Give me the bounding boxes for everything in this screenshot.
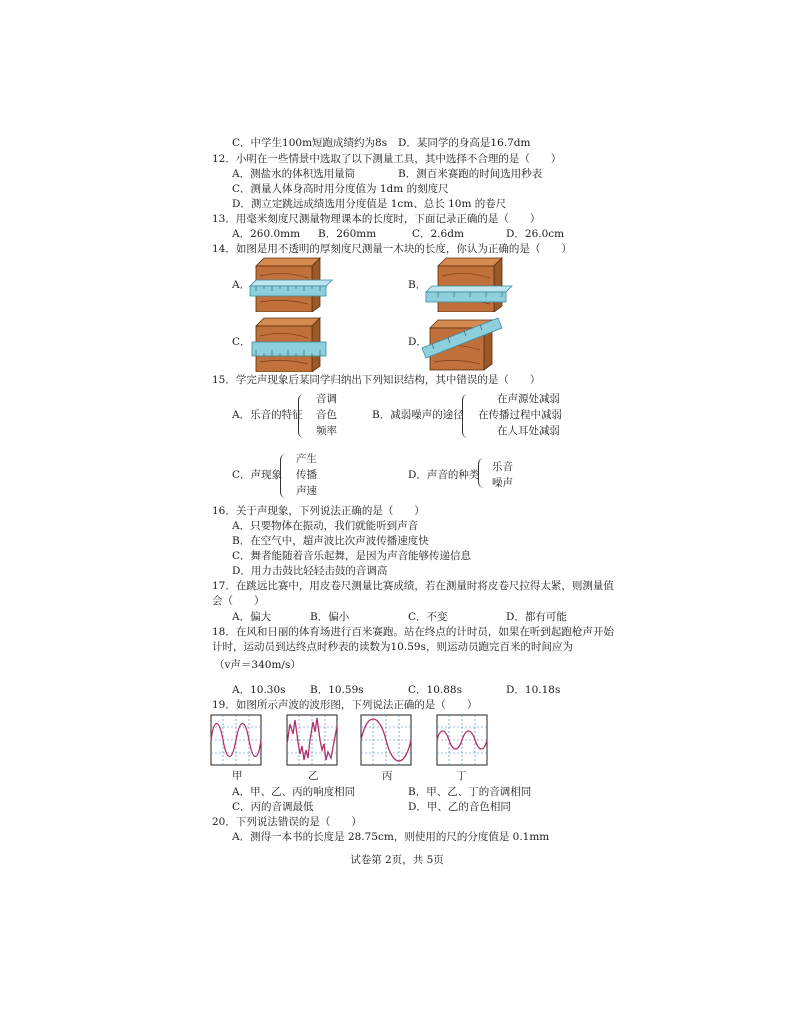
q14-option-a-label: A． bbox=[232, 279, 251, 291]
q15-c-item-2: 传播 bbox=[296, 469, 317, 481]
q17-stem-line2: 会（ ） bbox=[212, 595, 265, 607]
q12-option-b: B．测百米赛跑的时间选用秒表 bbox=[398, 168, 543, 180]
q17-stem-line1: 17．在跳远比赛中，用皮卷尺测量比赛成绩，若在测量时将皮卷尺拉得太紧，则测量值 bbox=[212, 580, 614, 592]
q17-option-a: A．偏大 bbox=[232, 611, 272, 623]
ruler-block-figure-a bbox=[248, 256, 336, 312]
brace-b bbox=[462, 394, 468, 438]
q19-option-c: C．丙的音调最低 bbox=[232, 801, 314, 813]
q15-a-item-2: 音色 bbox=[316, 409, 337, 421]
q19-option-a: A．甲、乙、丙的响度相同 bbox=[232, 786, 356, 798]
q14-option-d-label: D． bbox=[408, 336, 427, 348]
brace-d bbox=[478, 458, 484, 488]
q15-a-item-3: 频率 bbox=[316, 425, 337, 437]
q18-option-a: A．10.30s bbox=[232, 684, 286, 696]
q14-option-c-label: C． bbox=[232, 336, 251, 348]
q12-option-c: C．测量人体身高时用分度值为 1dm 的刻度尺 bbox=[232, 183, 449, 195]
q12-option-d: D．测立定跳远成绩选用分度值是 1cm、总长 10m 的卷尺 bbox=[232, 198, 507, 210]
q15-b-item-3: 在人耳处减弱 bbox=[497, 425, 560, 437]
brace-c bbox=[280, 454, 286, 498]
q15-d-item-1: 乐音 bbox=[492, 461, 513, 473]
q12-option-a: A．测盐水的体积选用量筒 bbox=[232, 168, 356, 180]
q16-option-a: A．只要物体在振动，我们就能听到声音 bbox=[232, 520, 419, 532]
q18-given: （v声＝340m/s） bbox=[214, 659, 301, 671]
q15-c-item-1: 产生 bbox=[296, 453, 317, 465]
brace-a bbox=[298, 394, 304, 438]
q18-option-d: D．10.18s bbox=[506, 684, 561, 696]
q15-b-item-2: 在传播过程中减弱 bbox=[478, 409, 562, 421]
q13-option-d: D．26.0cm bbox=[506, 228, 565, 240]
q14-option-b-label: B． bbox=[408, 279, 427, 291]
q14-stem: 14．如图是用不透明的厚刻度尺测量一木块的长度，你认为正确的是（ ） bbox=[212, 243, 572, 255]
q15-c-item-3: 声速 bbox=[296, 485, 317, 497]
q20-stem: 20．下列说法错误的是（ ） bbox=[212, 816, 362, 828]
q17-option-b: B．偏小 bbox=[310, 611, 350, 623]
waveform-jia bbox=[210, 714, 262, 766]
ruler-block-figure-b bbox=[424, 256, 516, 312]
waveform-label-bing: 丙 bbox=[382, 770, 393, 782]
q11-option-c: C．中学生100m短跑成绩约为8s bbox=[232, 137, 388, 149]
q17-option-d: D．都有可能 bbox=[506, 611, 567, 623]
q16-option-c: C．舞者能随着音乐起舞，是因为声音能够传递信息 bbox=[232, 550, 472, 562]
q18-stem-line2: 计时，运动员到达终点时秒表的读数为10.59s，则运动员跑完百米的时间应为 bbox=[212, 641, 573, 653]
waveform-yi bbox=[286, 714, 338, 766]
ruler-block-figure-c bbox=[248, 316, 336, 372]
ruler-block-figure-d bbox=[420, 312, 512, 372]
q19-option-d: D．甲、乙的音色相同 bbox=[408, 801, 511, 813]
q15-option-c-label: C．声现象 bbox=[232, 469, 283, 481]
q15-option-b-label: B．减弱噪声的途径 bbox=[372, 409, 464, 421]
q13-option-b: B．260mm bbox=[318, 228, 377, 240]
waveform-ding bbox=[436, 714, 488, 766]
q18-option-b: B．10.59s bbox=[310, 684, 364, 696]
q15-option-a-label: A．乐音的特征 bbox=[232, 409, 303, 421]
q16-option-d: D．用力击鼓比轻轻击鼓的音调高 bbox=[232, 565, 388, 577]
q15-d-item-2: 噪声 bbox=[492, 477, 513, 489]
q16-stem: 16．关于声现象，下列说法正确的是（ ） bbox=[212, 505, 425, 517]
q18-option-c: C．10.88s bbox=[408, 684, 462, 696]
q16-option-b: B．在空气中，超声波比次声波传播速度快 bbox=[232, 535, 429, 547]
waveform-label-jia: 甲 bbox=[232, 770, 243, 782]
q13-stem: 13．用毫米刻度尺测量物理课本的长度时，下面记录正确的是（ ） bbox=[212, 213, 541, 225]
q18-stem-line1: 18．在风和日丽的体育场进行百米赛跑。站在终点的计时员，如果在听到起跑枪声开始 bbox=[212, 626, 614, 638]
q15-option-d-label: D．声音的种类 bbox=[408, 469, 480, 481]
page-footer: 试卷第 2页，共 5页 bbox=[350, 854, 444, 866]
q13-option-a: A．260.0mm bbox=[232, 228, 301, 240]
waveform-label-ding: 丁 bbox=[456, 770, 467, 782]
waveform-label-yi: 乙 bbox=[308, 770, 319, 782]
q19-option-b: B．甲、乙、丁的音调相同 bbox=[408, 786, 532, 798]
q19-stem: 19．如图所示声波的波形图，下列说法正确的是（ ） bbox=[212, 699, 478, 711]
q12-stem: 12．小明在一些情景中选取了以下测量工具，其中选择不合理的是（ ） bbox=[212, 153, 562, 165]
waveform-bing bbox=[360, 714, 412, 766]
q15-b-item-1: 在声源处减弱 bbox=[497, 393, 560, 405]
q17-option-c: C．不变 bbox=[408, 611, 448, 623]
q15-stem: 15．学完声现象后某同学归纳出下列知识结构，其中错误的是（ ） bbox=[212, 374, 541, 386]
q13-option-c: C．2.6dm bbox=[412, 228, 464, 240]
q15-a-item-1: 音调 bbox=[316, 393, 337, 405]
q11-option-d: D．某同学的身高是16.7dm bbox=[398, 137, 531, 149]
q20-option-a: A．测得一本书的长度是 28.75cm，则使用的尺的分度值是 0.1mm bbox=[232, 831, 550, 843]
